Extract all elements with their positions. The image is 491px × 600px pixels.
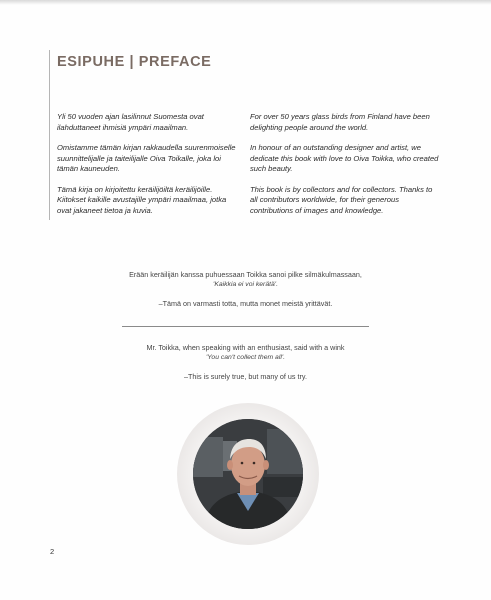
finnish-paragraph: Omistamme tämän kirjan rakkaudella suurenmoiselle suunnittelijalle ja taiteilijalle Oiva Toikalle, joka loi tämän kauneuden. [57,142,236,174]
english-quote-intro: Mr. Toikka, when speaking with an enthusiast, said with a wink [146,343,345,352]
finnish-paragraph: Tämä kirja on kirjoitettu keräilijöiltä keräilijöille. Kiitokset kaikille avustajille ympäri maailmaa, jotka ovat jakaneet tietoa ja kuvia. [57,184,227,215]
english-paragraph: In honour of an outstanding designer and artist, we dedicate this book with love to Oiva Toikka, who created such beauty. [250,142,439,174]
finnish-quote-reply: –Tämä on varmasti totta, mutta monet meistä yrittävät. [158,299,333,308]
finnish-quote-block [0,270,491,309]
finnish-quote-text: 'Kaikkia ei voi kerätä'. [213,281,278,288]
portrait-photo [193,419,303,529]
english-quote-block [0,343,491,382]
finnish-quote-intro: Erään keräilijän kanssa puhuessaan Toikka sanoi pilke silmäkulmassaan, [129,270,362,279]
page-number: 2 [50,547,55,556]
page-top-edge [0,0,491,5]
english-preface-column [250,112,440,226]
finnish-preface-column [57,112,242,226]
page-title: ESIPUHE | PREFACE [57,54,212,70]
english-paragraph: For over 50 years glass birds from Finland have been delighting people around the world. [250,112,430,132]
finnish-paragraph: Yli 50 vuoden ajan lasilinnut Suomesta ovat ilahduttaneet ihmisiä ympäri maailman. [57,112,204,132]
section-divider [122,326,369,327]
english-quote-reply: –This is surely true, but many of us try. [184,372,307,381]
english-quote-text: 'You can't collect them all'. [205,354,286,361]
english-paragraph: This book is by collectors and for collectors. Thanks to all contributors worldwide, for their generous contributions of images and knowledge. [250,184,433,215]
portrait-illustration [193,419,303,529]
